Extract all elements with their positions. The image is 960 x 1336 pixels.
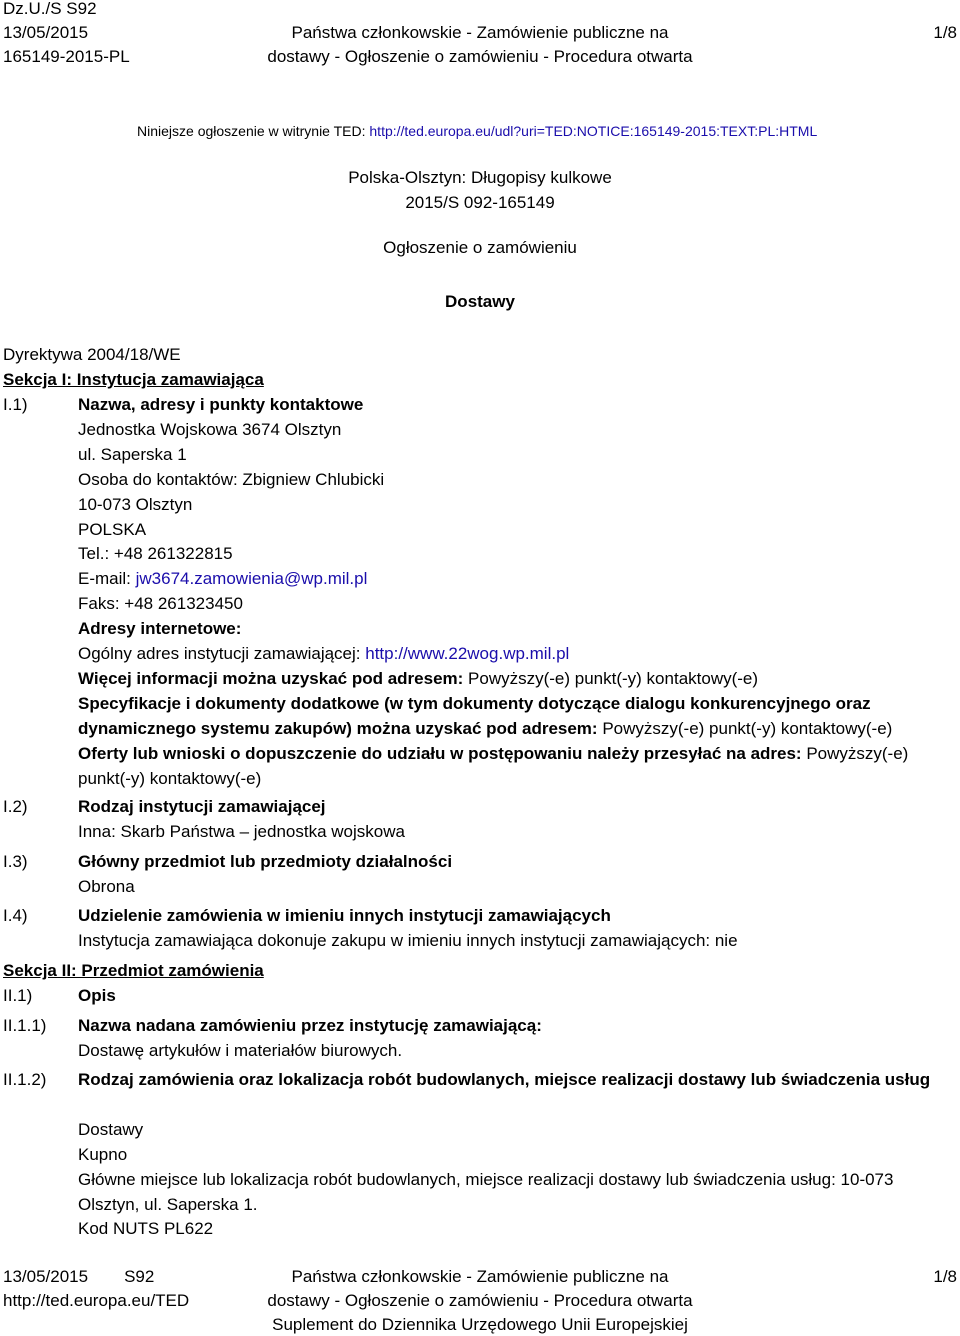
footer-date: 13/05/2015 xyxy=(3,1267,89,1286)
notice-prefix: Niniejsze ogłoszenie w witrynie TED: xyxy=(137,123,370,139)
directive: Dyrektywa 2004/18/WE xyxy=(3,345,181,364)
footer-center-line1: Państwa członkowskie - Zamówienie publiczne na xyxy=(291,1267,669,1286)
i1-number: I.1) xyxy=(3,395,28,414)
org-name: Jednostka Wojskowa 3674 Olsztyn xyxy=(78,420,342,439)
org-fax: Faks: +48 261323450 xyxy=(78,594,243,613)
header-notice-id: 165149-2015-PL xyxy=(3,47,130,66)
i3-title: Główny przedmiot lub przedmioty działalności xyxy=(78,852,453,871)
more-info-value: Powyższy(-e) punkt(-y) kontaktowy(-e) xyxy=(468,669,759,688)
org-city: 10-073 Olsztyn xyxy=(78,495,193,514)
footer-url-link[interactable]: http://ted.europa.eu/TED xyxy=(3,1291,190,1310)
footer-page-number: 1/8 xyxy=(933,1267,957,1286)
specs-label: Specyfikacje i dokumenty dodatkowe (w tym dokumenty dotyczące dialogu konkurencyjnego oraz dynamicznego systemu zakupów) można uzyskać pod adresem: xyxy=(78,694,871,738)
ii11-title: Nazwa nadana zamówieniu przez instytucję zamawiającą: xyxy=(78,1016,542,1035)
notice-title: Polska-Olsztyn: Długopisy kulkowe xyxy=(348,168,612,187)
ii12-title: Rodzaj zamówienia oraz lokalizacja robót budowlanych, miejsce realizacji dostawy lub świadczenia usług xyxy=(78,1070,931,1089)
i3-value: Obrona xyxy=(78,877,135,896)
contract-type-heading: Dostawy xyxy=(445,292,515,311)
offers-paragraph xyxy=(78,741,948,791)
specs-value: Powyższy(-e) punkt(-y) kontaktowy(-e) xyxy=(602,719,893,738)
notice-url-link[interactable]: http://ted.europa.eu/udl?uri=TED:NOTICE:165149-2015:TEXT:PL:HTML xyxy=(369,123,818,139)
offers-label: Oferty lub wnioski o dopuszczenie do udziału w postępowaniu należy przesyłać na adres: xyxy=(78,744,807,763)
web-address-link[interactable]: http://www.22wog.wp.mil.pl xyxy=(365,644,570,663)
contact-person: Osoba do kontaktów: Zbigniew Chlubicki xyxy=(78,470,385,489)
email-label: E-mail: xyxy=(78,569,136,588)
footer-center-line3: Suplement do Dziennika Urzędowego Unii Europejskiej xyxy=(272,1315,688,1334)
web-address-label: Ogólny adres instytucji zamawiającej: xyxy=(78,644,366,663)
org-country: POLSKA xyxy=(78,520,147,539)
contract-kind: Dostawy xyxy=(78,1120,144,1139)
org-email-line xyxy=(78,569,367,589)
i4-number: I.4) xyxy=(3,906,28,925)
contract-name: Dostawę artykułów i materiałów biurowych. xyxy=(78,1041,403,1060)
ii12-number: II.1.2) xyxy=(3,1070,47,1089)
email-link[interactable]: jw3674.zamowienia@wp.mil.pl xyxy=(135,569,368,588)
footer-center-line2: dostawy - Ogłoszenie o zamówieniu - Procedura otwarta xyxy=(267,1291,693,1310)
nuts-code: Kod NUTS PL622 xyxy=(78,1219,214,1238)
header-journal-ref: Dz.U./S S92 xyxy=(3,0,97,18)
ii1-number: II.1) xyxy=(3,986,33,1005)
header-date: 13/05/2015 xyxy=(3,23,89,42)
web-address-line xyxy=(78,644,569,664)
section1-heading: Sekcja I: Instytucja zamawiająca xyxy=(3,370,264,389)
more-info-label: Więcej informacji można uzyskać pod adresem: xyxy=(78,669,469,688)
org-street: ul. Saperska 1 xyxy=(78,445,187,464)
purchase-type: Kupno xyxy=(78,1145,128,1164)
ii1-title: Opis xyxy=(78,986,116,1005)
i3-number: I.3) xyxy=(3,852,28,871)
web-addresses-heading: Adresy internetowe: xyxy=(78,619,242,638)
ii11-number: II.1.1) xyxy=(3,1016,47,1035)
footer-issue: S92 xyxy=(124,1267,155,1286)
header-page-number: 1/8 xyxy=(933,23,957,42)
more-info-line xyxy=(78,669,758,689)
header-center-line2: dostawy - Ogłoszenie o zamówieniu - Procedura otwarta xyxy=(267,47,693,66)
i2-value: Inna: Skarb Państwa – jednostka wojskowa xyxy=(78,822,405,841)
offers-value: Powyższy(-e) punkt(-y) kontaktowy(-e) xyxy=(78,744,909,788)
notice-number: 2015/S 092-165149 xyxy=(405,193,555,212)
i4-title: Udzielenie zamówienia w imieniu innych instytucji zamawiających xyxy=(78,906,611,925)
notice-type: Ogłoszenie o zamówieniu xyxy=(383,238,577,257)
i4-value: Instytucja zamawiająca dokonuje zakupu w imieniu innych instytucji zamawiających: nie xyxy=(78,931,738,950)
i2-title: Rodzaj instytucji zamawiającej xyxy=(78,797,326,816)
i2-number: I.2) xyxy=(3,797,28,816)
delivery-location: Główne miejsce lub lokalizacja robót budowlanych, miejsce realizacji dostawy lub świadczenia usług: 10-073 Olsztyn, ul. Saperska 1. xyxy=(78,1170,894,1214)
org-phone: Tel.: +48 261322815 xyxy=(78,544,233,563)
header-center-line1: Państwa członkowskie - Zamówienie publiczne na xyxy=(291,23,669,42)
specs-paragraph xyxy=(78,691,948,741)
i1-title: Nazwa, adresy i punkty kontaktowe xyxy=(78,395,364,414)
notice-line xyxy=(137,123,817,139)
section2-heading: Sekcja II: Przedmiot zamówienia xyxy=(3,961,264,980)
